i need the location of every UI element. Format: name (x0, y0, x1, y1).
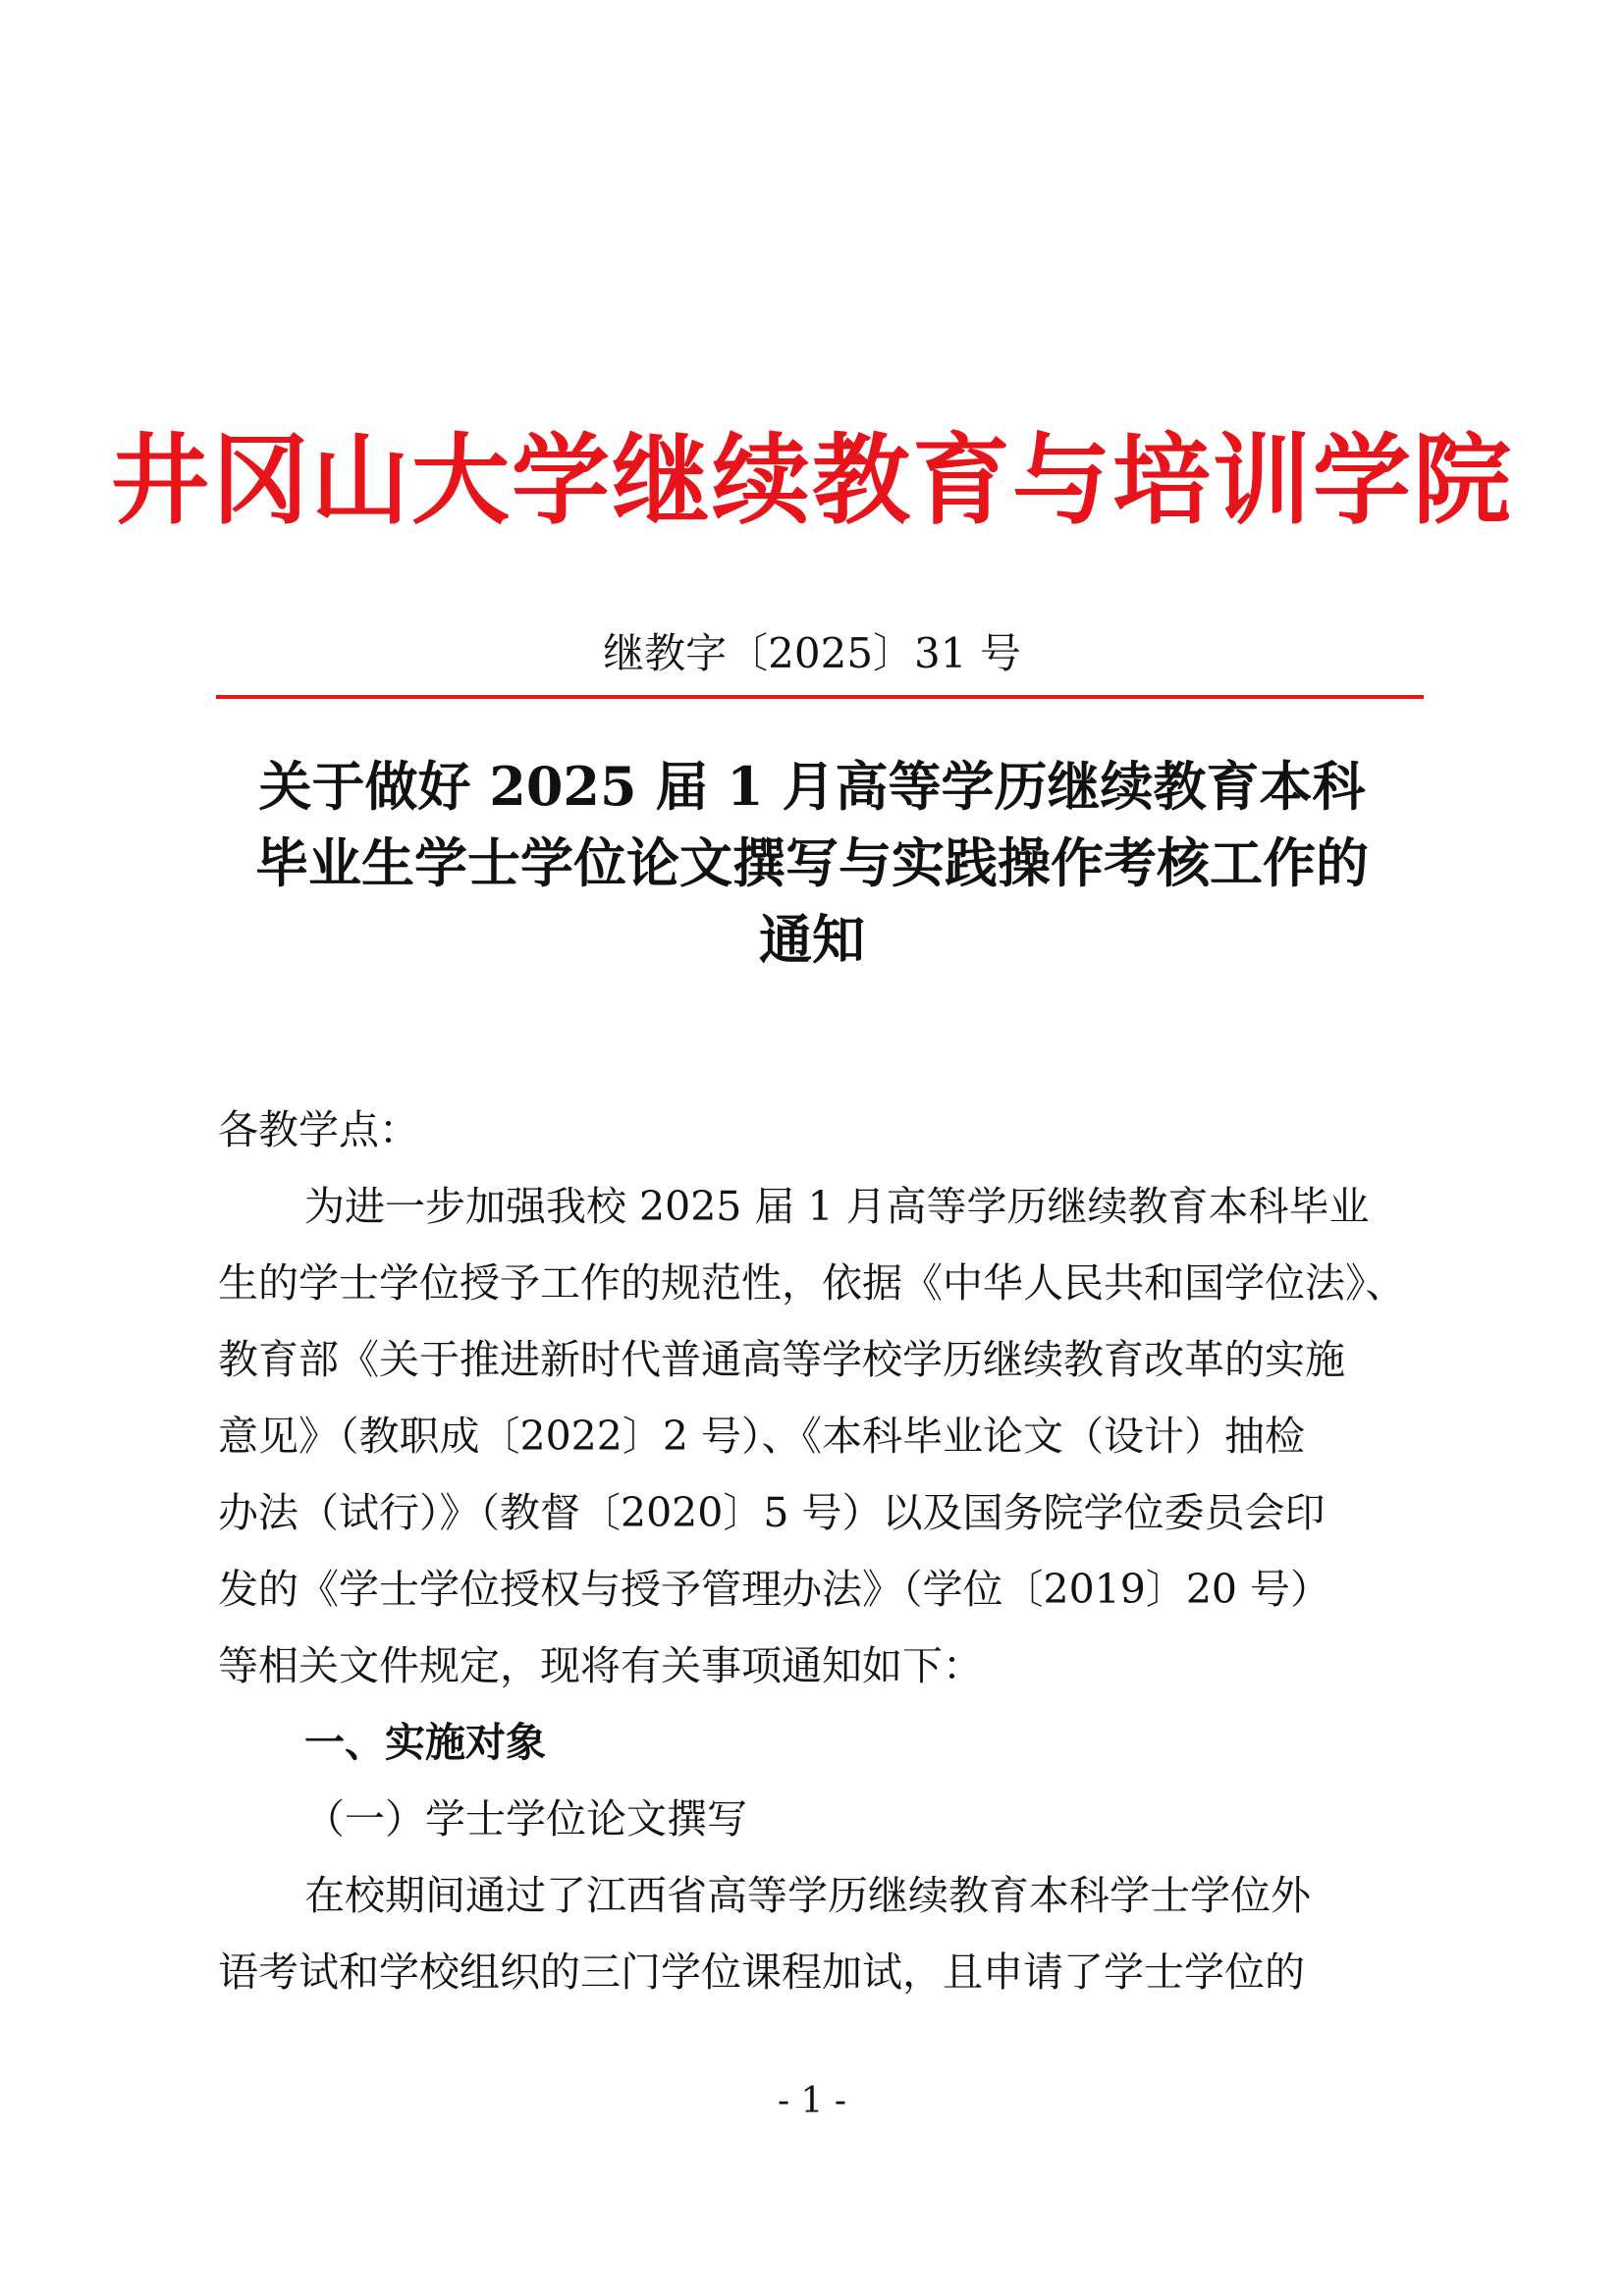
document-title-line: 毕业生学士学位论文撰写与实践操作考核工作的 (255, 831, 1369, 894)
paragraph-line: 意见》（教职成〔2022〕2 号）、《本科毕业论文（设计）抽检 (218, 1413, 1305, 1460)
paragraph-line: 发的《学士学位授权与授予管理办法》（学位〔2019〕20 号） (218, 1566, 1331, 1613)
paragraph-line: 生的学士学位授予工作的规范性，依据《中华人民共和国学位法》、 (218, 1259, 1406, 1307)
paragraph-line: 为进一步加强我校 2025 届 1 月高等学历继续教育本科毕业 (304, 1183, 1370, 1230)
document-title-line: 通知 (759, 908, 865, 971)
paragraph-line: 教育部《关于推进新时代普通高等学校学历继续教育改革的实施 (218, 1336, 1345, 1383)
document-number: 继教字〔2025〕31 号 (603, 629, 1021, 677)
paragraph-line: 办法（试行）》（教督〔2020〕5 号）以及国务院学位委员会印 (218, 1489, 1326, 1536)
section-heading: 一、实施对象 (304, 1719, 546, 1766)
page-number: - 1 - (777, 2081, 847, 2121)
paragraph-line: 在校期间通过了江西省高等学历继续教育本科学士学位外 (304, 1872, 1311, 1919)
document-title-line: 关于做好 2025 届 1 月高等学历继续教育本科 (258, 755, 1366, 818)
institution-header: 井冈山大学继续教育与培训学院 (111, 423, 1513, 538)
paragraph-line: 等相关文件规定，现将有关事项通知如下： (218, 1642, 983, 1689)
document-title (167, 748, 1457, 978)
paragraph-line: 语考试和学校组织的三门学位课程加试，且申请了学士学位的 (218, 1949, 1305, 1996)
salutation: 各教学点： (218, 1106, 419, 1153)
subsection-heading: （一）学士学位论文撰写 (304, 1795, 747, 1842)
red-divider-line (216, 695, 1424, 699)
